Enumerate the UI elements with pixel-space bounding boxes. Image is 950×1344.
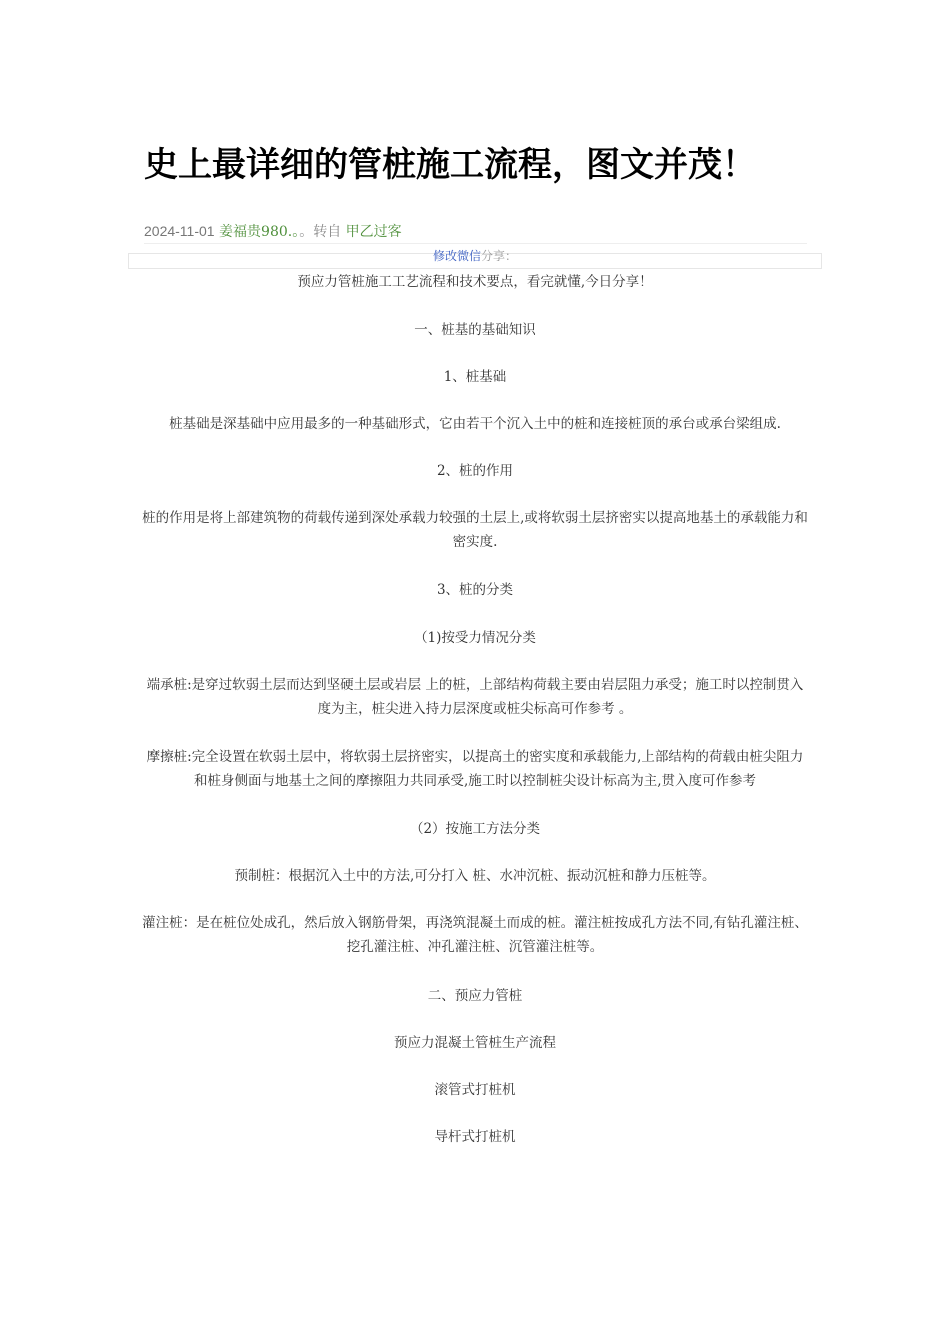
author-suffix: 980.。: [261, 224, 300, 240]
caption-production-flow: 预应力混凝土管桩生产流程: [394, 1035, 556, 1051]
article-title: 史上最详细的管桩施工流程，图文并茂！: [144, 145, 756, 185]
caption-guide-rod-pile-driver: 导杆式打桩机: [434, 1129, 516, 1145]
article-meta: [144, 220, 402, 242]
paragraph-cast-in-place-pile: 灌注桩：是在桩位处成孔，然后放入钢筋骨架，再浇筑混凝土而成的桩。灌注桩按成孔方法不同,有钻孔灌注桩、挖孔灌注桩、冲孔灌注桩、沉管灌注桩等。: [142, 915, 808, 955]
paragraph-precast-pile: 预制桩：根据沉入土中的方法,可分打入 桩、水冲沉桩、振动沉桩和静力压桩等。: [234, 868, 716, 884]
section-heading-prestressed-pile: 二、预应力管桩: [427, 988, 523, 1004]
caption-roller-pile-driver: 滚管式打桩机: [434, 1082, 516, 1098]
subheading-pile-function: 2、桩的作用: [436, 463, 514, 479]
paragraph-friction-pile: 摩擦桩:完全设置在软弱土层中，将软弱土层挤密实，以提高土的密实度和承载能力,上部结构的荷载由桩尖阻力和桩身侧面与地基土之间的摩擦阻力共同承受,施工时以控制桩尖设计标高为主,贯入度可作参考: [146, 749, 804, 789]
meta-divider: [144, 243, 807, 244]
subheading-by-construction: （2）按施工方法分类: [409, 821, 541, 837]
publish-date: 2024-11-01: [144, 223, 215, 239]
share-bar: [128, 249, 822, 269]
paragraph-pile-function: 桩的作用是将上部建筑物的荷载传递到深处承载力较强的土层上,或将软弱土层挤密实以提高地基土的承载能力和密实度.: [142, 510, 808, 550]
source-link[interactable]: 甲乙过客: [345, 224, 402, 240]
intro-paragraph: 预应力管桩施工工艺流程和技术要点，看完就懂,今日分享！: [297, 274, 653, 290]
share-label: 分享：: [481, 249, 518, 263]
edit-wechat-share-link[interactable]: 修改微信: [432, 249, 481, 263]
subheading-pile-foundation: 1、桩基础: [443, 369, 507, 385]
subheading-by-load: （1)按受力情况分类: [414, 630, 536, 646]
meta-separator: 。: [299, 224, 314, 240]
author-link[interactable]: 姜福贵: [219, 224, 262, 240]
paragraph-pile-foundation: 桩基础是深基础中应用最多的一种基础形式，它由若干个沉入土中的桩和连接桩顶的承台或承台梁组成.: [169, 416, 781, 432]
repost-label: 转自: [313, 224, 342, 240]
subheading-pile-classification: 3、桩的分类: [436, 582, 514, 598]
paragraph-end-bearing-pile: 端承桩:是穿过软弱土层而达到坚硬土层或岩层 上的桩，上部结构荷载主要由岩层阻力承受；施工时以控制贯入度为主，桩尖进入持力层深度或桩尖标高可作参考 。: [146, 677, 804, 717]
section-heading-pile-basics: 一、桩基的基础知识: [414, 322, 536, 338]
